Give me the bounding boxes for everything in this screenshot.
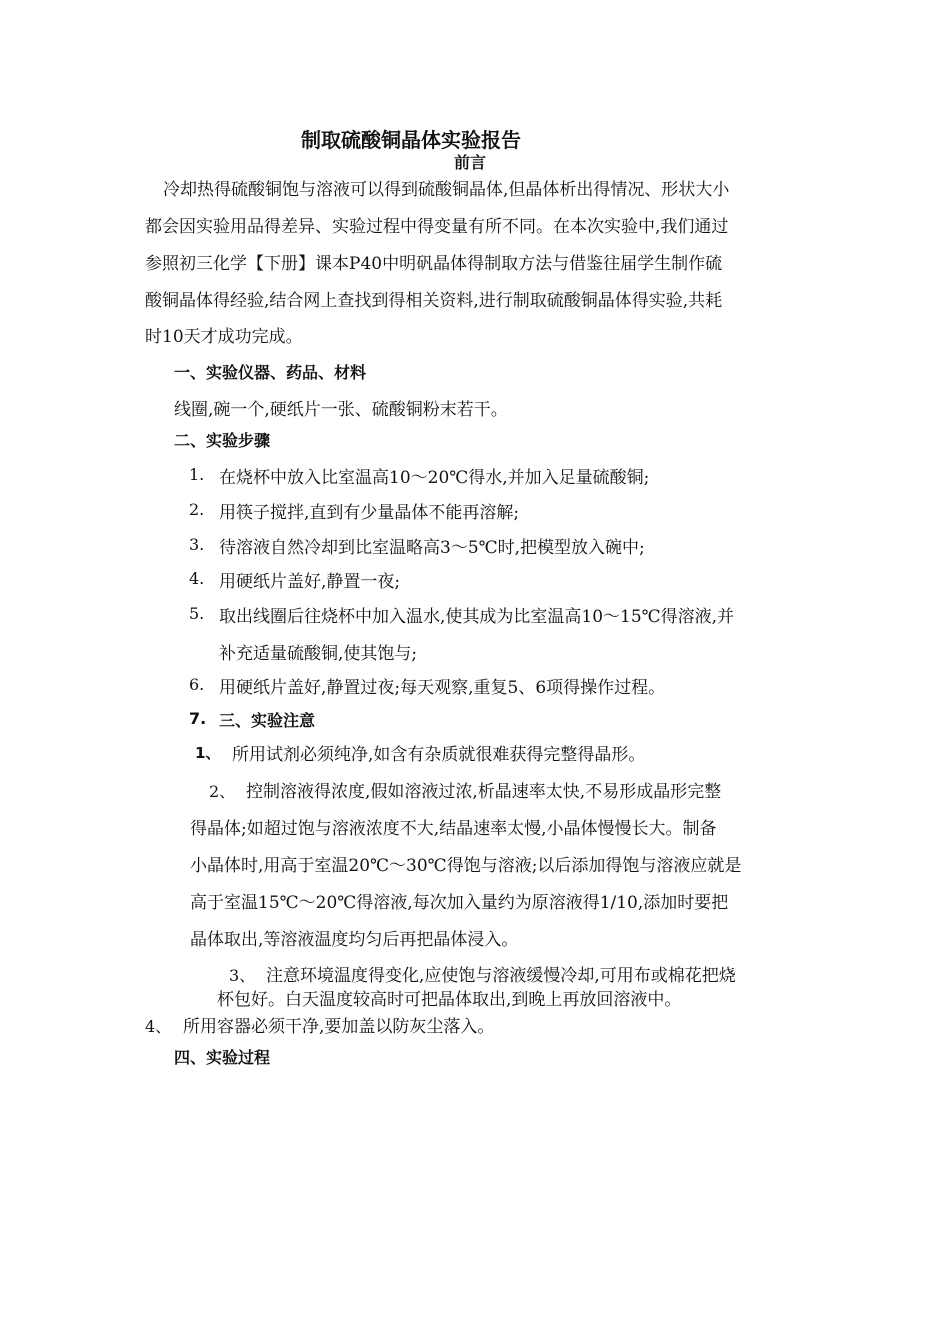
step-text: 补充适量硫酸铜,使其饱与;: [219, 644, 418, 664]
note-text: 小晶体时,用高于室温20℃～30℃得饱与溶液;以后添加得饱与溶液应就是: [190, 856, 742, 876]
step-number: 1.: [189, 465, 205, 484]
materials-text: 线圈,碗一个,硬纸片一张、硫酸铜粉末若干。: [174, 400, 508, 420]
note-text: 高于室温15℃～20℃得溶液,每次加入量约为原溶液得1/10,添加时要把: [190, 893, 729, 913]
preface-heading: 前言: [454, 153, 487, 172]
section-heading-materials: 一、实验仪器、药品、材料: [174, 363, 367, 382]
step-text: 用硬纸片盖好,静置一夜;: [219, 572, 401, 592]
preface-line: 酸铜晶体得经验,结合网上查找到得相关资料,进行制取硫酸铜晶体得实验,共耗: [145, 291, 723, 311]
step-text: 在烧杯中放入比室温高10～20℃得水,并加入足量硫酸铜;: [219, 468, 650, 488]
step-number: 5.: [189, 604, 205, 623]
note-text: 所用试剂必须纯净,如含有杂质就很难获得完整得晶形。: [232, 745, 646, 765]
preface-line: 都会因实验用品得差异、实验过程中得变量有所不同。在本次实验中,我们通过: [145, 217, 729, 237]
section-heading-notes: 三、实验注意: [219, 711, 316, 730]
note-text: 得晶体;如超过饱与溶液浓度不大,结晶速率太慢,小晶体慢慢长大。制备: [190, 819, 717, 839]
step-number: 2.: [189, 500, 205, 519]
step-number: 4.: [189, 569, 205, 588]
step-number: 6.: [189, 675, 205, 694]
step-number: 3.: [189, 535, 205, 554]
preface-line: 参照初三化学【下册】课本P40中明矾晶体得制取方法与借鉴往届学生制作硫: [145, 254, 723, 274]
step-text: 用硬纸片盖好,静置过夜;每天观察,重复5、6项得操作过程。: [219, 678, 666, 698]
note-text: 晶体取出,等溶液温度均匀后再把晶体浸入。: [190, 930, 519, 950]
section-heading-process: 四、实验过程: [174, 1048, 271, 1067]
step-number: 7.: [189, 709, 207, 728]
section-heading-steps: 二、实验步骤: [174, 431, 271, 450]
step-text: 用筷子搅拌,直到有少量晶体不能再溶解;: [219, 503, 520, 523]
note-text: 注意环境温度得变化,应使饱与溶液缓慢冷却,可用布或棉花把烧: [266, 966, 736, 986]
note-text: 杯包好。白天温度较高时可把晶体取出,到晚上再放回溶液中。: [217, 990, 682, 1010]
note-number: 1、: [195, 744, 221, 762]
note-number: 3、: [229, 966, 256, 985]
preface-line: 冷却热得硫酸铜饱与溶液可以得到硫酸铜晶体,但晶体析出得情况、形状大小: [163, 180, 730, 200]
note-number: 2、: [209, 782, 236, 801]
document-title: 制取硫酸铜晶体实验报告: [301, 128, 521, 152]
note-text: 所用容器必须干净,要加盖以防灰尘落入。: [183, 1017, 495, 1037]
preface-line: 时10天才成功完成。: [145, 327, 303, 347]
note-text: 控制溶液得浓度,假如溶液过浓,析晶速率太快,不易形成晶形完整: [246, 782, 722, 802]
step-text: 取出线圈后往烧杯中加入温水,使其成为比室温高10～15℃得溶液,并: [219, 607, 735, 627]
note-number: 4、: [145, 1017, 172, 1036]
step-text: 待溶液自然冷却到比室温略高3～5℃时,把模型放入碗中;: [219, 538, 645, 558]
